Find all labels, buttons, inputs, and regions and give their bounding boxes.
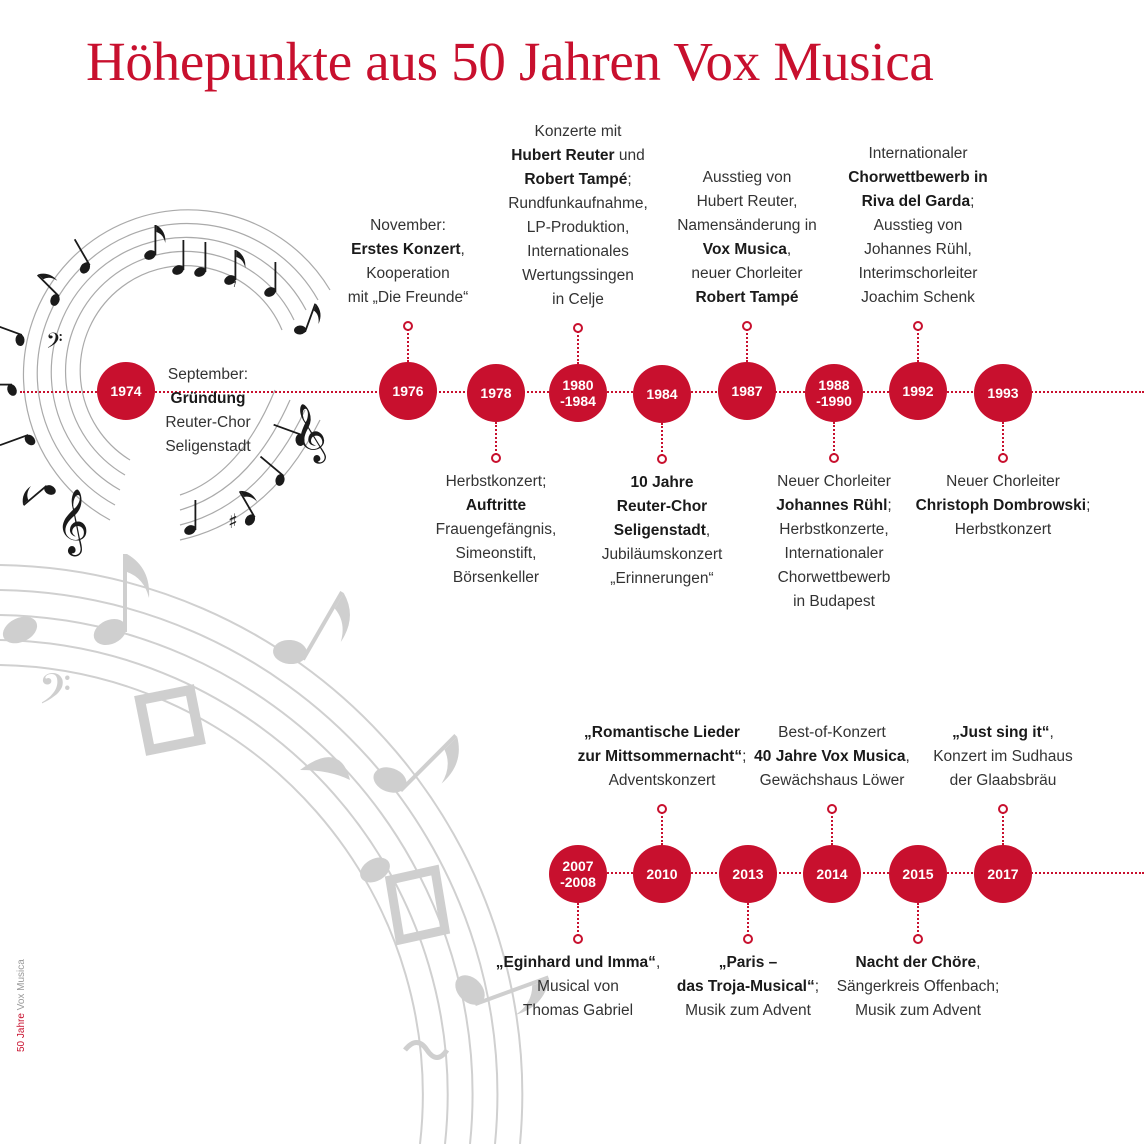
milestone-line bbox=[820, 951, 1016, 975]
milestone-line bbox=[564, 471, 760, 495]
milestone-line bbox=[564, 519, 760, 543]
connector bbox=[577, 328, 579, 364]
connector-dot bbox=[998, 453, 1008, 463]
milestone-line bbox=[480, 216, 676, 240]
year-circle-1987: 1987 bbox=[718, 362, 776, 420]
connector-dot bbox=[913, 934, 923, 944]
connector-dot bbox=[403, 321, 413, 331]
milestone-segment: ; bbox=[887, 497, 892, 514]
milestone-line bbox=[649, 238, 845, 262]
milestone-highlight: „Eginhard und Imma“ bbox=[495, 954, 656, 971]
milestone-segment: Ausstieg von bbox=[873, 217, 963, 234]
milestone-line bbox=[736, 494, 932, 518]
milestone-line bbox=[734, 721, 930, 745]
connector bbox=[1002, 809, 1004, 845]
milestone-line bbox=[310, 238, 506, 262]
milestone-text-2017 bbox=[905, 721, 1101, 793]
connector-dot bbox=[742, 321, 752, 331]
milestone-text-1980-1984 bbox=[480, 120, 676, 312]
milestone-line bbox=[480, 999, 676, 1023]
milestone-highlight: Christoph Dombrowski bbox=[915, 497, 1087, 514]
milestone-segment: September: bbox=[167, 366, 249, 383]
milestone-highlight: Vox Musica bbox=[702, 241, 787, 258]
milestone-text-2007-2008 bbox=[480, 951, 676, 1023]
milestone-line bbox=[564, 721, 760, 745]
milestone-line bbox=[310, 262, 506, 286]
milestone-highlight: Reuter-Chor bbox=[616, 498, 708, 515]
milestone-highlight: Erstes Konzert bbox=[351, 241, 461, 258]
milestone-segment: Joachim Schenk bbox=[861, 289, 975, 306]
milestone-line bbox=[564, 769, 760, 793]
milestone-line bbox=[820, 214, 1016, 238]
milestone-highlight: Auftritte bbox=[465, 497, 527, 514]
milestone-segment: Ausstieg von bbox=[702, 169, 792, 186]
milestone-segment: Johannes Rühl, bbox=[864, 241, 972, 258]
milestone-text-1992 bbox=[820, 142, 1016, 310]
milestone-line bbox=[734, 769, 930, 793]
milestone-text-1993 bbox=[905, 470, 1101, 542]
milestone-highlight: 40 Jahre Vox Musica bbox=[754, 748, 906, 765]
year-circle-2013: 2013 bbox=[719, 845, 777, 903]
connector-dot bbox=[743, 934, 753, 944]
milestone-line bbox=[480, 168, 676, 192]
milestone-line bbox=[820, 166, 1016, 190]
connector-dot bbox=[573, 934, 583, 944]
milestone-line bbox=[649, 166, 845, 190]
connector-dot bbox=[657, 804, 667, 814]
milestone-segment: , bbox=[786, 241, 792, 258]
milestone-segment: neuer Chorleiter bbox=[691, 265, 803, 282]
milestone-segment: Simeonstift, bbox=[455, 545, 537, 562]
milestone-line bbox=[649, 262, 845, 286]
milestone-line bbox=[136, 363, 280, 387]
year-circle-2014: 2014 bbox=[803, 845, 861, 903]
milestone-segment: Herbstkonzert bbox=[954, 521, 1052, 538]
milestone-line bbox=[649, 214, 845, 238]
milestone-segment: „Erinnerungen“ bbox=[610, 570, 714, 587]
milestone-segment: Hubert Reuter, bbox=[696, 193, 798, 210]
milestone-line bbox=[650, 951, 846, 975]
milestone-segment: Musical von bbox=[537, 978, 619, 995]
svg-text:𝄢: 𝄢 bbox=[38, 665, 72, 725]
milestone-segment: , bbox=[460, 241, 465, 258]
milestone-line bbox=[650, 999, 846, 1023]
sidebar-red-text: 50 Jahre bbox=[16, 1013, 27, 1052]
milestone-segment: Internationaler bbox=[784, 545, 884, 562]
year-circle-1984: 1984 bbox=[633, 365, 691, 423]
milestone-line bbox=[480, 975, 676, 999]
milestone-segment: Herbstkonzert; bbox=[445, 473, 547, 490]
milestone-segment: Internationales bbox=[527, 243, 629, 260]
milestone-line bbox=[905, 494, 1101, 518]
year-circle-1988-1990: 1988 -1990 bbox=[805, 364, 863, 422]
page-title: Höhepunkte aus 50 Jahren Vox Musica bbox=[86, 31, 934, 92]
year-circle-1974: 1974 bbox=[97, 362, 155, 420]
year-circle-2010: 2010 bbox=[633, 845, 691, 903]
year-circle-2017: 2017 bbox=[974, 845, 1032, 903]
milestone-line bbox=[736, 518, 932, 542]
milestone-line bbox=[820, 238, 1016, 262]
milestone-segment: und bbox=[614, 147, 645, 164]
milestone-highlight: „Just sing it“ bbox=[952, 724, 1050, 741]
connector-dot bbox=[657, 454, 667, 464]
milestone-highlight: „Romantische Lieder bbox=[584, 724, 740, 741]
sidebar-grey-text: Vox Musica bbox=[16, 959, 27, 1011]
milestone-line bbox=[480, 240, 676, 264]
milestone-highlight: Seligenstadt bbox=[613, 522, 706, 539]
milestone-segment: November: bbox=[370, 217, 446, 234]
milestone-line bbox=[310, 214, 506, 238]
milestone-line bbox=[905, 769, 1101, 793]
milestone-segment: Neuer Chorleiter bbox=[946, 473, 1060, 490]
milestone-segment: in Budapest bbox=[793, 593, 875, 610]
milestone-segment: Adventskonzert bbox=[608, 772, 716, 789]
milestone-segment: Best-of-Konzert bbox=[778, 724, 886, 741]
milestone-text-2015 bbox=[820, 951, 1016, 1023]
milestone-line bbox=[480, 288, 676, 312]
milestone-segment: Interimschorleiter bbox=[858, 265, 978, 282]
milestone-segment: Musik zum Advent bbox=[855, 1002, 981, 1019]
milestone-segment: Sängerkreis Offenbach; bbox=[836, 978, 1000, 995]
milestone-line bbox=[480, 951, 676, 975]
sidebar-caption bbox=[16, 959, 27, 1052]
milestone-line bbox=[649, 190, 845, 214]
svg-text:𝄞: 𝄞 bbox=[56, 489, 90, 554]
milestone-line bbox=[734, 745, 930, 769]
milestone-highlight: Johannes Rühl bbox=[776, 497, 888, 514]
milestone-highlight: Gründung bbox=[170, 390, 246, 407]
milestone-text-2013 bbox=[650, 951, 846, 1023]
connector-dot bbox=[491, 453, 501, 463]
milestone-highlight: das Troja-Musical“ bbox=[676, 978, 815, 995]
year-circle-2015: 2015 bbox=[889, 845, 947, 903]
milestone-segment: Seligenstadt bbox=[165, 438, 251, 455]
svg-text:♯: ♯ bbox=[228, 509, 238, 533]
milestone-segment: , bbox=[1049, 724, 1054, 741]
milestone-segment: mit „Die Freunde“ bbox=[347, 289, 469, 306]
milestone-highlight: Riva del Garda bbox=[861, 193, 971, 210]
milestone-segment: LP-Produktion, bbox=[526, 219, 630, 236]
connector bbox=[746, 326, 748, 362]
svg-text:𝄢: 𝄢 bbox=[46, 329, 63, 359]
milestone-line bbox=[905, 745, 1101, 769]
milestone-segment: Musik zum Advent bbox=[685, 1002, 811, 1019]
milestone-line bbox=[736, 542, 932, 566]
milestone-segment: , bbox=[705, 522, 711, 539]
milestone-segment: Neuer Chorleiter bbox=[777, 473, 891, 490]
milestone-line bbox=[905, 470, 1101, 494]
milestone-highlight: Robert Tampé bbox=[695, 289, 799, 306]
connector bbox=[831, 809, 833, 845]
milestone-line bbox=[650, 975, 846, 999]
milestone-line bbox=[736, 470, 932, 494]
milestone-highlight: Robert Tampé bbox=[524, 171, 628, 188]
connector bbox=[407, 326, 409, 362]
milestone-line bbox=[564, 495, 760, 519]
milestone-text-1987 bbox=[649, 166, 845, 310]
milestone-highlight: 10 Jahre bbox=[630, 474, 694, 491]
milestone-segment: Wertungssingen bbox=[522, 267, 634, 284]
year-circle-1978: 1978 bbox=[467, 364, 525, 422]
svg-text:𝄾: 𝄾 bbox=[232, 274, 237, 295]
svg-text:𝄞: 𝄞 bbox=[283, 400, 334, 468]
milestone-segment: Kooperation bbox=[366, 265, 450, 282]
milestone-line bbox=[820, 190, 1016, 214]
milestone-segment: Konzert im Sudhaus bbox=[933, 748, 1073, 765]
connector-dot bbox=[573, 323, 583, 333]
milestone-line bbox=[820, 999, 1016, 1023]
milestone-segment: Reuter-Chor bbox=[165, 414, 251, 431]
connector bbox=[917, 326, 919, 362]
milestone-segment: Jubiläumskonzert bbox=[601, 546, 723, 563]
milestone-segment: Börsenkeller bbox=[452, 569, 540, 586]
milestone-text-2014 bbox=[734, 721, 930, 793]
milestone-highlight: Chorwettbewerb in bbox=[848, 169, 988, 186]
milestone-line bbox=[310, 286, 506, 310]
milestone-text-1976 bbox=[310, 214, 506, 310]
milestone-line bbox=[136, 411, 280, 435]
milestone-line bbox=[820, 975, 1016, 999]
milestone-segment: Herbstkonzerte, bbox=[779, 521, 889, 538]
milestone-highlight: „Paris – bbox=[718, 954, 778, 971]
milestone-segment: ; bbox=[627, 171, 632, 188]
milestone-line bbox=[564, 745, 760, 769]
milestone-segment: ; bbox=[814, 978, 820, 995]
milestone-line bbox=[905, 518, 1101, 542]
milestone-text-1974 bbox=[136, 363, 280, 459]
milestone-segment: , bbox=[905, 748, 910, 765]
milestone-segment: ; bbox=[1086, 497, 1091, 514]
milestone-segment: in Celje bbox=[552, 291, 604, 308]
milestone-line bbox=[480, 120, 676, 144]
milestone-segment: Frauengefängnis, bbox=[435, 521, 557, 538]
year-circle-1976: 1976 bbox=[379, 362, 437, 420]
milestone-segment: Chorwettbewerb bbox=[777, 569, 891, 586]
milestone-segment: Rundfunkaufnahme, bbox=[508, 195, 648, 212]
milestone-segment: , bbox=[655, 954, 661, 971]
milestone-text-1984 bbox=[564, 471, 760, 591]
milestone-segment: der Glaabsbräu bbox=[949, 772, 1057, 789]
milestone-line bbox=[820, 262, 1016, 286]
milestone-segment: Thomas Gabriel bbox=[522, 1002, 634, 1019]
milestone-line bbox=[136, 435, 280, 459]
milestone-text-2010 bbox=[564, 721, 760, 793]
milestone-line bbox=[480, 264, 676, 288]
connector-dot bbox=[829, 453, 839, 463]
milestone-segment: ; bbox=[742, 748, 747, 765]
milestone-text-1988-1990 bbox=[736, 470, 932, 614]
milestone-line bbox=[736, 590, 932, 614]
milestone-line bbox=[564, 567, 760, 591]
milestone-segment: Konzerte mit bbox=[534, 123, 622, 140]
milestone-line bbox=[820, 286, 1016, 310]
year-circle-1992: 1992 bbox=[889, 362, 947, 420]
year-circle-1980-1984: 1980 -1984 bbox=[549, 364, 607, 422]
milestone-segment: Namensänderung in bbox=[677, 217, 817, 234]
milestone-line bbox=[480, 144, 676, 168]
milestone-line bbox=[905, 721, 1101, 745]
milestone-line bbox=[820, 142, 1016, 166]
milestone-highlight: Nacht der Chöre bbox=[855, 954, 977, 971]
connector-dot bbox=[913, 321, 923, 331]
milestone-segment: Gewächshaus Löwer bbox=[759, 772, 905, 789]
milestone-segment: ; bbox=[970, 193, 975, 210]
connector bbox=[661, 809, 663, 845]
milestone-highlight: Hubert Reuter bbox=[511, 147, 615, 164]
milestone-segment: Internationaler bbox=[868, 145, 968, 162]
milestone-highlight: zur Mittsommernacht“ bbox=[577, 748, 743, 765]
milestone-line bbox=[736, 566, 932, 590]
milestone-line bbox=[480, 192, 676, 216]
connector-dot bbox=[998, 804, 1008, 814]
connector-dot bbox=[827, 804, 837, 814]
milestone-line bbox=[564, 543, 760, 567]
milestone-line bbox=[649, 286, 845, 310]
milestone-line bbox=[136, 387, 280, 411]
milestone-segment: , bbox=[976, 954, 981, 971]
year-circle-2007-2008: 2007 -2008 bbox=[549, 845, 607, 903]
year-circle-1993: 1993 bbox=[974, 364, 1032, 422]
